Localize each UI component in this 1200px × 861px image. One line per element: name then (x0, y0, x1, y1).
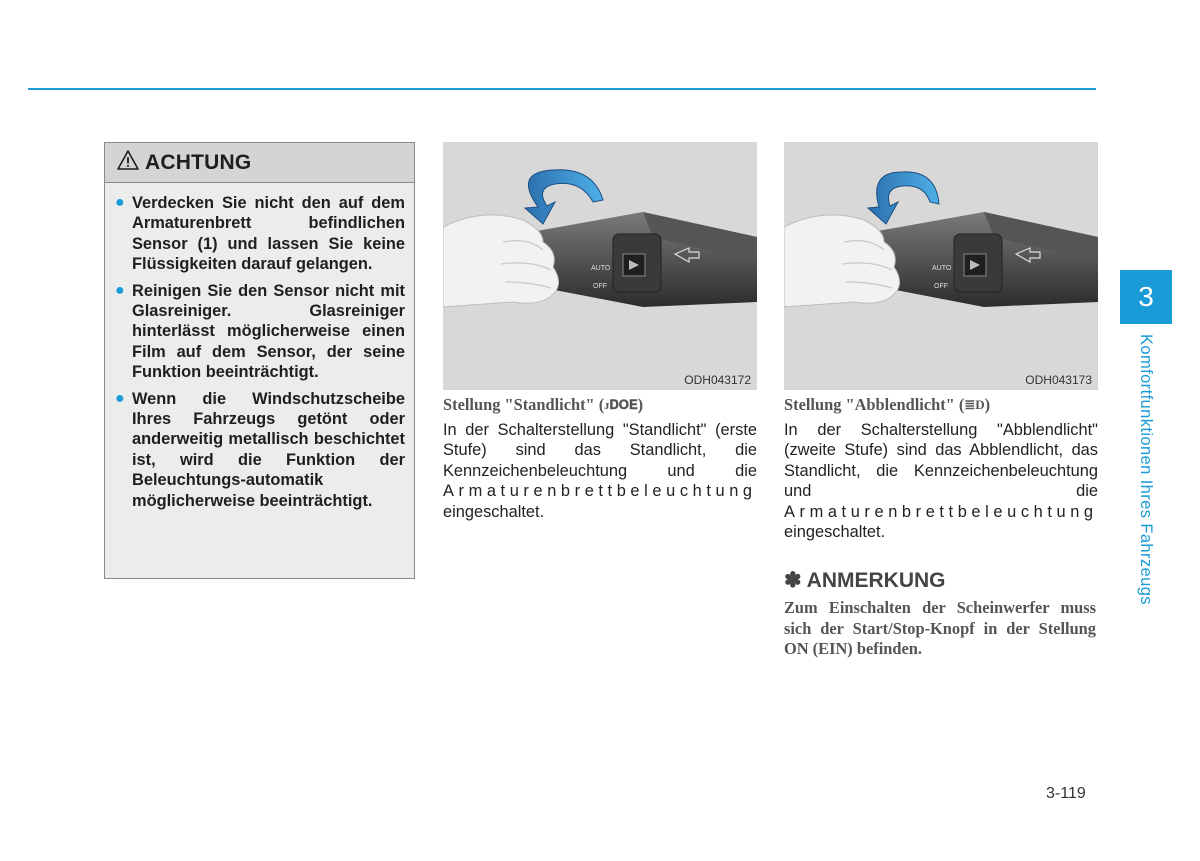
warning-box (104, 142, 415, 579)
switch-label-off: OFF (934, 283, 948, 290)
light-switch-illustration (443, 142, 757, 390)
parking-light-icon: ᴊ𝐃𝐎𝐄 (604, 397, 638, 412)
warning-triangle-icon (117, 150, 139, 175)
section-standlicht (443, 394, 757, 522)
bullet-icon: ● (115, 389, 125, 407)
bullet-icon: ● (115, 194, 125, 211)
section-body: In der Schalterstellung "Standlicht" (erste Stufe) sind das Standlicht, die Kennzeichenbeleuchtung und die Armaturenbrettbeleuchtung eingeschaltet. (443, 421, 757, 521)
switch-label-auto: AUTO (932, 265, 952, 272)
chapter-tab: 3 (1120, 270, 1172, 324)
note-body: Zum Einschalten der Scheinwerfer muss sich der Start/Stop-Knopf in der Stellung ON (EIN) befinden. (784, 598, 1096, 659)
warning-list (105, 183, 414, 511)
bullet-icon: ● (115, 281, 125, 299)
warning-header (105, 143, 414, 183)
figure-code: ODH043172 (684, 373, 751, 387)
figure-abblendlicht (784, 142, 1098, 390)
page-number: 3-119 (1046, 785, 1086, 802)
figure-code: ODH043173 (1025, 373, 1092, 387)
section-abblendlicht (784, 394, 1098, 542)
top-rule (28, 88, 1096, 90)
section-caption: Stellung "Abblendlicht" (≣D) (784, 395, 991, 414)
light-switch-illustration (784, 142, 1098, 390)
note-title: ✽ ANMERKUNG (784, 569, 946, 592)
switch-label-auto: AUTO (591, 265, 611, 272)
figure-standlicht (443, 142, 757, 390)
warning-item: ● Wenn die Windschutzscheibe Ihres Fahrzeugs getönt oder anderweitig metallisch beschichtet ist, wird die Funktion der Beleuchtungs-automatik möglicherweise beeinträchtigt. (115, 389, 405, 510)
warning-item: ● Verdecken Sie nicht den auf dem Armaturenbrett befindlichen Sensor (1) und lassen Sie keine Flüssigkeiten darauf gelangen. (115, 194, 405, 274)
section-body: In der Schalterstellung "Abblendlicht" (zweite Stufe) sind das Abblendlicht, das Standlicht, die Kennzeichenbeleuchtung und die Armaturenbrettbeleuchtung eingeschaltet. (784, 421, 1098, 542)
warning-title: ACHTUNG (145, 150, 252, 174)
warning-item: ● Reinigen Sie den Sensor nicht mit Glasreiniger. Glasreiniger hinterlässt möglicherweise einen Film auf dem Sensor, der seine Funktion beeinträchtigt. (115, 281, 405, 382)
section-caption: Stellung "Standlicht" (ᴊ𝐃𝐎𝐄) (443, 395, 644, 414)
low-beam-icon: ≣D (964, 397, 985, 412)
switch-label-off: OFF (593, 283, 607, 290)
